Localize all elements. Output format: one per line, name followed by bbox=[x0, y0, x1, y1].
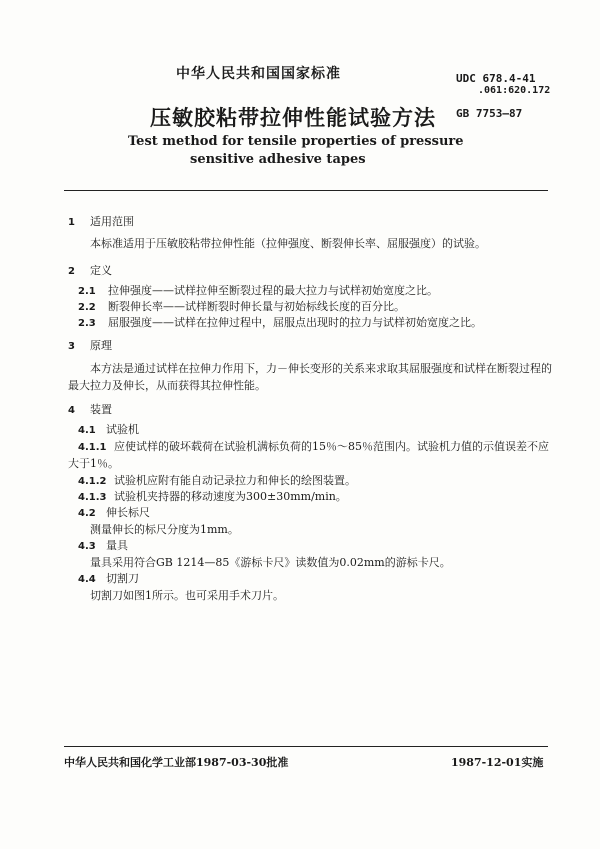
clause-text: 拉伸强度——试样拉伸至断裂过程的最大拉力与试样初始宽度之比。 bbox=[108, 284, 438, 297]
clause-4-2-paragraph: 测量伸长的标尺分度为1mm。 bbox=[90, 523, 239, 536]
document-title-cn: 压敏胶粘带拉伸性能试验方法 bbox=[150, 105, 436, 130]
clause-text: 应使试样的破坏载荷在试验机满标负荷的15％～85％范围内。试验机力值的示值误差不应 bbox=[114, 440, 549, 453]
section-3-paragraph-line1: 本方法是通过试样在拉伸力作用下，力－伸长变形的关系来求取其屈服强度和试样在断裂过程的 bbox=[90, 362, 552, 375]
clause-number: 4.1 bbox=[78, 425, 96, 436]
clause-text: 屈服强度——试样在拉伸过程中，屈服点出现时的拉力与试样初始宽度之比。 bbox=[108, 316, 482, 329]
national-standard-heading: 中华人民共和国国家标准 bbox=[176, 66, 341, 82]
clause-number: 2.1 bbox=[78, 286, 96, 297]
clause-number: 4.3 bbox=[78, 541, 96, 552]
clause-number: 2.2 bbox=[78, 302, 96, 313]
section-number: 1 bbox=[68, 217, 75, 228]
section-4-heading bbox=[68, 401, 112, 417]
clause-number: 4.1.2 bbox=[78, 476, 107, 487]
section-1-heading bbox=[68, 213, 134, 229]
clause-text: 试验机夹持器的移动速度为300±30mm/min。 bbox=[114, 490, 347, 503]
section-number: 3 bbox=[68, 341, 75, 352]
clause-4-1 bbox=[78, 421, 139, 437]
udc-code-line2: .061:620.172 bbox=[478, 85, 551, 96]
clause-number: 2.3 bbox=[78, 318, 96, 329]
header-divider bbox=[64, 190, 548, 191]
section-3-heading bbox=[68, 337, 112, 353]
udc-code-line1: UDC 678.4-41 bbox=[456, 72, 536, 85]
clause-4-1-1-continued: 大于1％。 bbox=[68, 457, 119, 470]
section-title: 原理 bbox=[90, 339, 112, 352]
footer-divider bbox=[64, 746, 548, 747]
approval-notice: 中华人民共和国化学工业部1987-03-30批准 bbox=[64, 756, 289, 769]
section-title: 适用范围 bbox=[90, 215, 134, 228]
clause-number: 4.1.1 bbox=[78, 442, 107, 453]
document-title-en-line2: sensitive adhesive tapes bbox=[190, 152, 366, 167]
section-title: 装置 bbox=[90, 403, 112, 416]
clause-text: 伸长标尺 bbox=[106, 506, 150, 519]
clause-4-1-1 bbox=[78, 438, 549, 454]
section-number: 2 bbox=[68, 266, 75, 277]
clause-number: 4.2 bbox=[78, 508, 96, 519]
clause-4-3 bbox=[78, 537, 128, 553]
gb-code: GB 7753—87 bbox=[456, 107, 523, 120]
section-1-paragraph: 本标准适用于压敏胶粘带拉伸性能（拉伸强度、断裂伸长率、屈服强度）的试验。 bbox=[90, 237, 486, 250]
clause-4-4 bbox=[78, 570, 139, 586]
section-2-heading bbox=[68, 262, 112, 278]
clause-4-1-3 bbox=[78, 488, 347, 504]
section-title: 定义 bbox=[90, 264, 112, 277]
section-3-paragraph-line2: 最大拉力及伸长，从而获得其拉伸性能。 bbox=[68, 379, 266, 392]
document-title-en-line1: Test method for tensile properties of pressure bbox=[128, 134, 464, 149]
clause-number: 4.4 bbox=[78, 574, 96, 585]
clause-2-2 bbox=[78, 298, 405, 314]
implementation-date: 1987-12-01实施 bbox=[451, 756, 544, 769]
clause-number: 4.1.3 bbox=[78, 492, 107, 503]
clause-text: 试验机应附有能自动记录拉力和伸长的绘图装置。 bbox=[114, 474, 356, 487]
clause-4-2 bbox=[78, 504, 150, 520]
clause-2-1 bbox=[78, 282, 438, 298]
clause-text: 试验机 bbox=[106, 423, 139, 436]
section-number: 4 bbox=[68, 405, 75, 416]
clause-4-1-2 bbox=[78, 472, 356, 488]
clause-2-3 bbox=[78, 314, 482, 330]
clause-text: 切割刀 bbox=[106, 572, 139, 585]
clause-4-4-paragraph: 切割刀如图1所示。也可采用手术刀片。 bbox=[90, 589, 284, 602]
clause-4-3-paragraph: 量具采用符合GB 1214—85《游标卡尺》读数值为0.02mm的游标卡尺。 bbox=[90, 556, 451, 569]
clause-text: 量具 bbox=[106, 539, 128, 552]
clause-text: 断裂伸长率——试样断裂时伸长量与初始标线长度的百分比。 bbox=[108, 300, 405, 313]
